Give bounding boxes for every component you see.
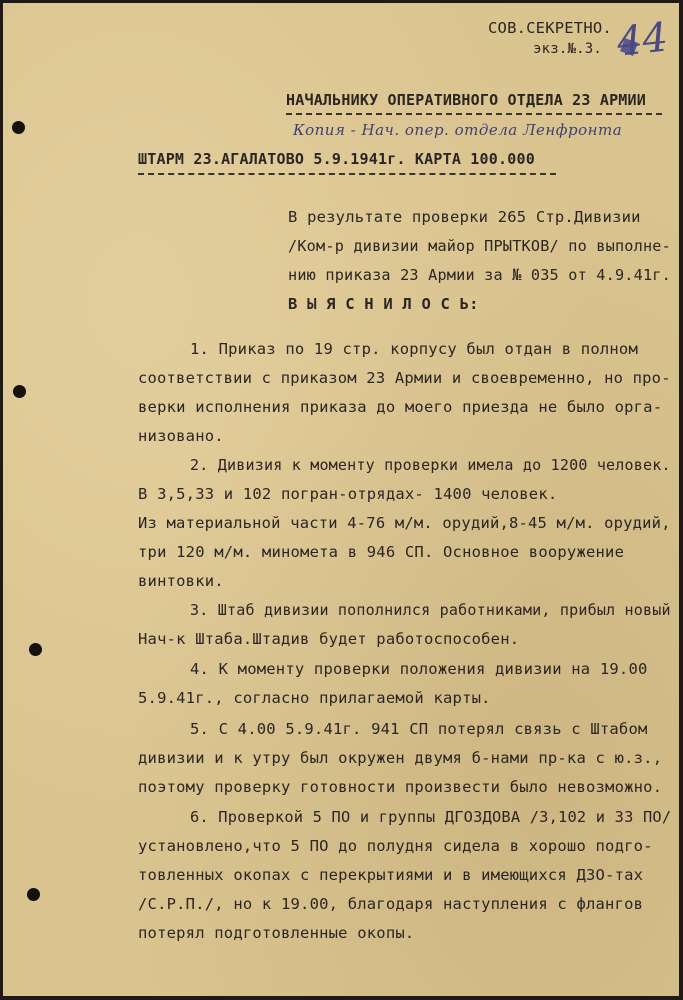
body-line: 6. Проверкой 5 ПО и группы ДГОЗДОВА /3,102 и 33 ПО/	[190, 808, 672, 826]
body-line: /С.Р.П./, но к 19.00, благодаря наступления с флангов	[138, 895, 644, 913]
body-line: 1. Приказ по 19 стр. корпусу был отдан в полном	[190, 340, 638, 358]
body-line: дивизии и к утру был окружен двумя б-нами пр-ка с ю.з.,	[138, 749, 663, 767]
body-line: потерял подготовленные окопы.	[138, 924, 415, 942]
body-line: верки исполнения приказа до моего приезда не было орга-	[138, 398, 663, 416]
body-line: соответствии с приказом 23 Армии и своевременно, но про-	[138, 369, 671, 387]
archive-page-number: 44	[614, 14, 671, 66]
body-line: Нач-к Штаба.Штадив будет работоспособен.	[138, 630, 520, 648]
body-line: установлено,что 5 ПО до полудня сидела в хорошо подго-	[138, 837, 653, 855]
body-line: низовано.	[138, 427, 224, 445]
addressee-heading: НАЧАЛЬНИКУ ОПЕРАТИВНОГО ОТДЕЛА 23 АРМИИ	[286, 91, 646, 109]
body-line: В 3,5,33 и 102 погран-отрядах- 1400 человек.	[138, 485, 558, 503]
body-line: 5. С 4.00 5.9.41г. 941 СП потерял связь с Штабом	[190, 720, 648, 738]
origin-underline	[138, 173, 556, 175]
body-line: три 120 м/м. миномета в 946 СП. Основное вооружение	[138, 543, 625, 561]
body-line: Из материальной части 4-76 м/м. орудий,8-45 м/м. орудий,	[138, 514, 671, 532]
body-line: нию приказа 23 Армии за № 035 от 4.9.41г.	[288, 266, 671, 284]
binder-hole	[27, 888, 40, 901]
handwritten-note: Копия - Нач. опер. отдела Ленфронта	[293, 121, 623, 139]
classification-label: СОВ.СЕКРЕТНО.	[488, 19, 612, 37]
copy-number: экз.№.3.	[533, 41, 603, 57]
body-line: поэтому проверку готовности произвести было невозможно.	[138, 778, 663, 796]
addressee-underline	[286, 113, 662, 115]
origin-line: ШТАРМ 23.АГАЛАТОВО 5.9.1941г. КАРТА 100.000	[138, 150, 535, 168]
binder-hole	[12, 121, 25, 134]
body-line: винтовки.	[138, 572, 224, 590]
binder-hole	[13, 385, 26, 398]
body-line: 2. Дивизия к моменту проверки имела до 1200 человек.	[190, 456, 671, 474]
binder-hole	[29, 643, 42, 656]
body-line: товленных окопах с перекрытиями и в имеющихся ДЗО-тах	[138, 866, 644, 884]
body-line: 5.9.41г., согласно прилагаемой карты.	[138, 689, 491, 707]
body-line: /Ком-р дивизии майор ПРЫТКОВ/ по выполне-	[288, 237, 671, 255]
body-line: В результате проверки 265 Стр.Дивизии	[288, 208, 641, 226]
body-line: 3. Штаб дивизии пополнился работниками, прибыл новый	[190, 601, 671, 619]
section-heading: В Ы Я С Н И Л О С Ь:	[288, 295, 479, 313]
body-line: 4. К моменту проверки положения дивизии на 19.00	[190, 660, 648, 678]
